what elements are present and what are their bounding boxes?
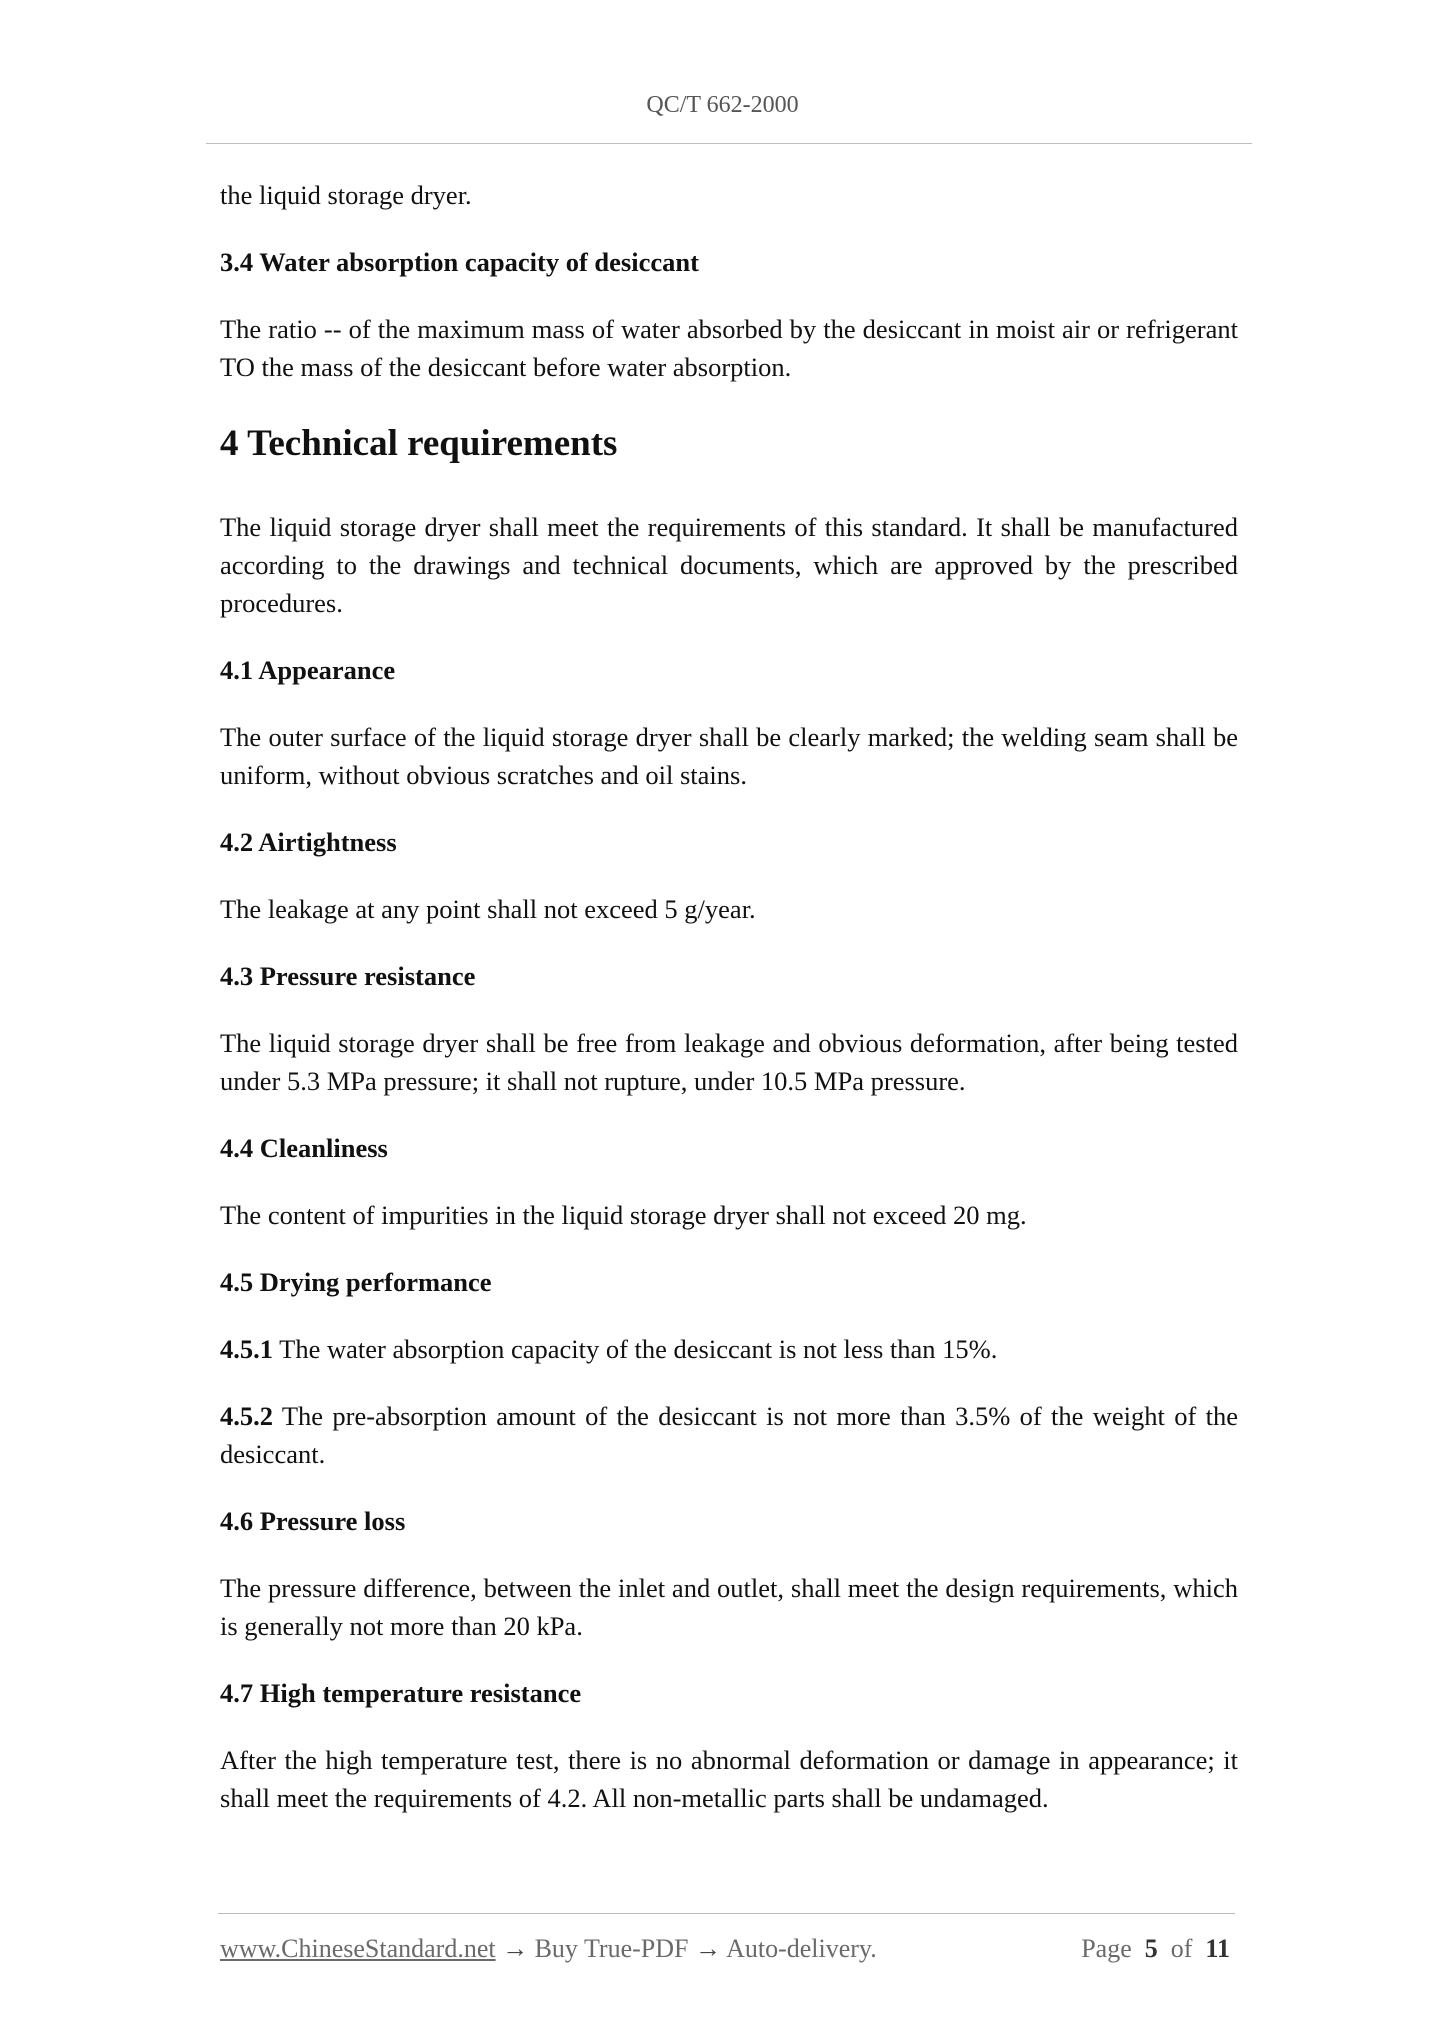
clause-4-5-2 — [220, 1397, 1238, 1473]
section-4-7-heading: 4.7 High temperature resistance — [220, 1678, 582, 1708]
header-standard-code: QC/T 662-2000 — [646, 92, 799, 118]
section-4-1-text: The outer surface of the liquid storage dryer shall be clearly marked; the welding seam shall be uniform, without obvious scratches and oil stains. — [220, 722, 1238, 790]
arrow-right-icon: → — [695, 1934, 721, 1963]
section-3-4-text: The ratio -- of the maximum mass of water absorbed by the desiccant in moist air or refrigerant TO the mass of the desiccant before water absorption. — [220, 314, 1238, 382]
page-current: 5 — [1144, 1934, 1158, 1963]
section-3-4-heading: 3.4 Water absorption capacity of desiccant — [220, 247, 699, 277]
page-label: Page — [1081, 1934, 1132, 1963]
section-4-3-heading: 4.3 Pressure resistance — [220, 961, 476, 991]
section-4-text: The liquid storage dryer shall meet the requirements of this standard. It shall be manufactured according to the drawings and technical documents, which are approved by the prescribed procedures. — [220, 512, 1238, 618]
section-4-4-text: The content of impurities in the liquid storage dryer shall not exceed 20 mg. — [220, 1200, 1027, 1230]
footer-divider — [218, 1913, 1235, 1914]
section-4-2-heading: 4.2 Airtightness — [220, 827, 397, 857]
intro-paragraph: the liquid storage dryer. — [220, 180, 472, 210]
arrow-right-icon: → — [502, 1934, 529, 1963]
clause-4-5-2-text: The pre-absorption amount of the desiccant is not more than 3.5% of the weight of the desiccant. — [220, 1401, 1238, 1469]
section-4-6-text: The pressure difference, between the inlet and outlet, shall meet the design requirements, which is generally not more than 20 kPa. — [220, 1573, 1238, 1641]
section-4-heading: 4 Technical requirements — [220, 423, 618, 464]
footer-buy-text: Buy True-PDF — [534, 1934, 689, 1963]
clause-4-5-1-text: The water absorption capacity of the desiccant is not less than 15%. — [273, 1334, 998, 1364]
page-number — [1081, 1934, 1230, 1964]
footer-delivery-text: Auto-delivery. — [726, 1934, 877, 1963]
clause-4-5-2-number: 4.5.2 — [220, 1401, 273, 1431]
section-4-3-text: The liquid storage dryer shall be free from leakage and obvious deformation, after being tested under 5.3 MPa pressure; it shall not rupture, under 10.5 MPa pressure. — [220, 1028, 1238, 1096]
section-4-4-heading: 4.4 Cleanliness — [220, 1133, 388, 1163]
page-total: 11 — [1205, 1934, 1230, 1963]
header-divider — [206, 143, 1252, 144]
section-4-5-heading: 4.5 Drying performance — [220, 1267, 492, 1297]
page-footer — [220, 1934, 1230, 1964]
page-of-label: of — [1170, 1934, 1193, 1963]
clause-4-5-1-number: 4.5.1 — [220, 1334, 273, 1364]
footer-website-link[interactable]: www.ChineseStandard.net — [220, 1934, 496, 1963]
section-4-2-text: The leakage at any point shall not exceed 5 g/year. — [220, 894, 756, 924]
section-4-6-heading: 4.6 Pressure loss — [220, 1506, 406, 1536]
clause-4-5-1 — [220, 1330, 1238, 1368]
section-4-7-text: After the high temperature test, there is no abnormal deformation or damage in appearance; it shall meet the requirements of 4.2. All non-metallic parts shall be undamaged. — [220, 1745, 1238, 1813]
page-body — [220, 176, 1238, 1846]
section-4-1-heading: 4.1 Appearance — [220, 655, 396, 685]
